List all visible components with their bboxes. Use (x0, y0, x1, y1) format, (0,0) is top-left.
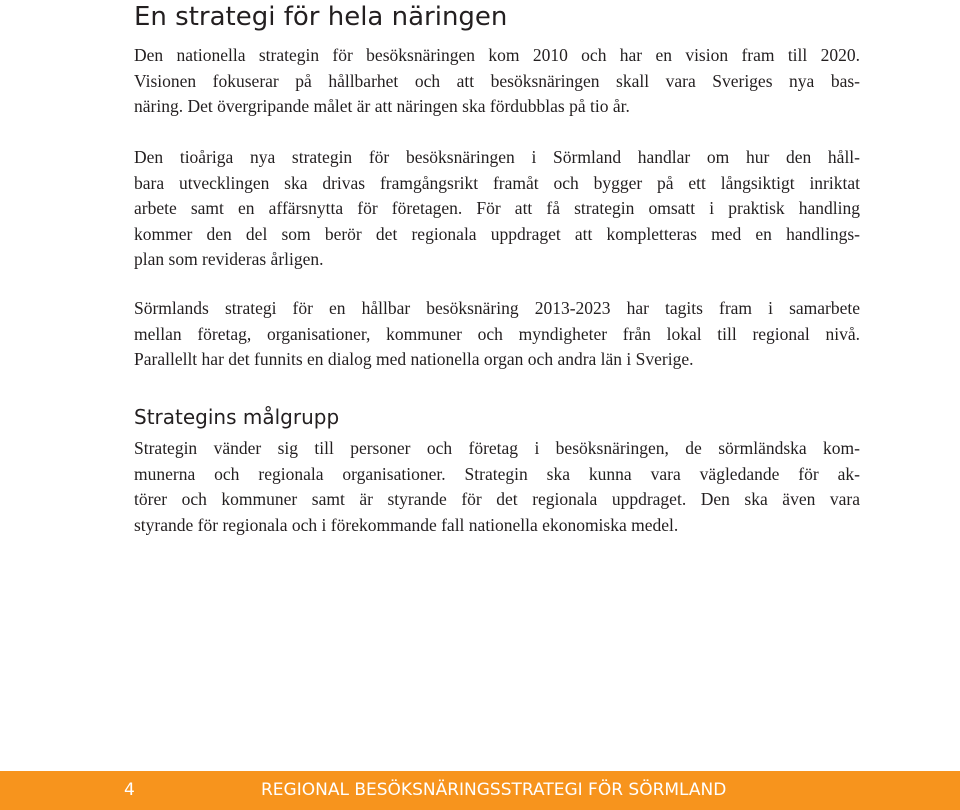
paragraph-line: plan som revideras årligen. (134, 249, 324, 269)
paragraph-line: arbete samt en affärsnytta för företagen. För att få strategin omsatt i praktisk handling (134, 198, 860, 218)
paragraph-line: kommer den del som berör det regionala uppdraget att kompletteras med en handlings- (134, 223, 860, 244)
paragraph-line: Den tioåriga nya strategin för besöksnäringen i Sörmland handlar om hur den håll- (134, 147, 860, 167)
page-footer (0, 771, 960, 810)
paragraph-intro (134, 43, 860, 120)
paragraph-line: Visionen fokuserar på hållbarhet och att besöksnäringen skall vara Sveriges nya bas- (134, 70, 860, 91)
page-heading: En strategi för hela näringen (134, 2, 508, 32)
paragraph-line: bara utvecklingen ska drivas framgångsrikt framåt och bygger på ett långsiktigt inriktat (134, 172, 860, 193)
paragraph-line: styrande för regionala och i förekommande fall nationella ekonomiska medel. (134, 514, 679, 535)
paragraph-line: mellan företag, organisationer, kommuner och myndigheter från lokal till regional nivå. (134, 323, 860, 344)
paragraph-collaboration (134, 296, 860, 373)
paragraph-target-group (134, 436, 860, 538)
paragraph-line: törer och kommuner samt är styrande för det regionala uppdraget. Den ska även vara (134, 489, 860, 509)
paragraph-strategy (134, 145, 860, 273)
paragraph-line: Sörmlands strategi för en hållbar besöksnäring 2013-2023 har tagits fram i samarbete (134, 298, 860, 318)
page-number: 4 (124, 780, 135, 800)
paragraph-line: Strategin vänder sig till personer och företag i besöksnäringen, de sörmländska kom- (134, 438, 860, 458)
section-heading: Strategins målgrupp (134, 405, 340, 429)
paragraph-line: Parallellt har det funnits en dialog med nationella organ och andra län i Sverige. (134, 349, 694, 369)
running-title: REGIONAL BESÖKSNÄRINGSSTRATEGI FÖR SÖRMLAND (261, 780, 727, 800)
paragraph-line: näring. Det övergripande målet är att näringen ska fördubblas på tio år. (134, 96, 630, 116)
paragraph-line: Den nationella strategin för besöksnäringen kom 2010 och har en vision fram till 2020. (134, 45, 860, 65)
paragraph-line: munerna och regionala organisationer. Strategin ska kunna vara vägledande för ak- (134, 463, 860, 484)
